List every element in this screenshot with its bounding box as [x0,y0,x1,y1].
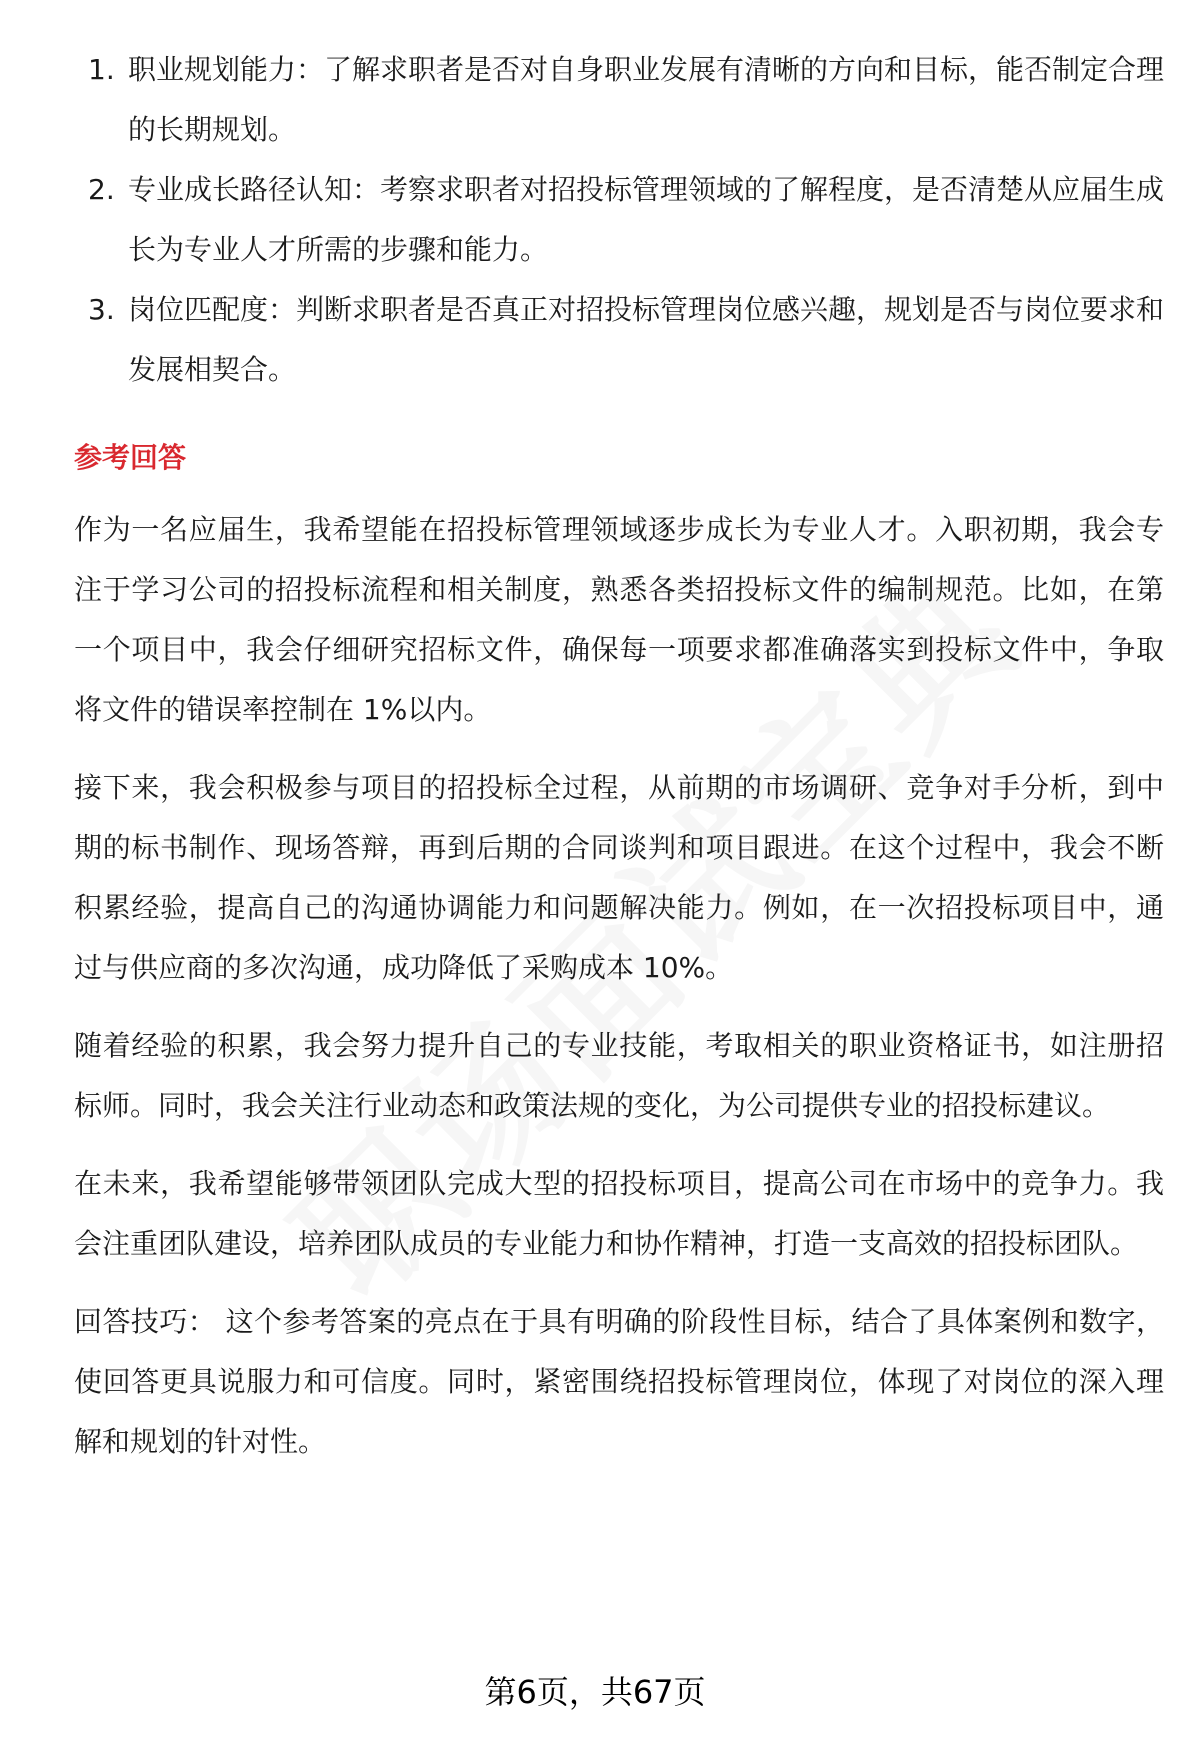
list-number: 3. [88,293,115,326]
list-item [74,160,1164,280]
criteria-list [74,40,1164,400]
list-item [74,40,1164,160]
answer-tips-paragraph: 回答技巧： 这个参考答案的亮点在于具有明确的阶段性目标，结合了具体案例和数字，使回答更具说服力和可信度。同时，紧密围绕招投标管理岗位，体现了对岗位的深入理解和规划的针对性。 [74,1305,1164,1458]
document-body [74,40,1164,1472]
list-number: 1. [88,53,115,86]
list-item [74,280,1164,400]
list-text: 专业成长路径认知：考察求职者对招投标管理领域的了解程度，是否清楚从应届生成长为专业人才所需的步骤和能力。 [128,173,1165,266]
reference-answer-heading: 参考回答 [74,441,187,474]
answer-paragraph: 随着经验的积累，我会努力提升自己的专业技能，考取相关的职业资格证书，如注册招标师。同时，我会关注行业动态和政策法规的变化，为公司提供专业的招投标建议。 [74,1029,1164,1122]
answer-paragraph: 作为一名应届生，我希望能在招投标管理领域逐步成长为专业人才。入职初期，我会专注于学习公司的招投标流程和相关制度，熟悉各类招投标文件的编制规范。比如，在第一个项目中，我会仔细研究招标文件，确保每一项要求都准确落实到投标文件中，争取将文件的错误率控制在 1%以内。 [74,513,1164,726]
list-number: 2. [88,173,115,206]
page-number: 第6页，共67页 [484,1673,706,1711]
answer-paragraph: 在未来，我希望能够带领团队完成大型的招投标项目，提高公司在市场中的竞争力。我会注重团队建设，培养团队成员的专业能力和协作精神，打造一支高效的招投标团队。 [74,1167,1164,1260]
list-text: 岗位匹配度：判断求职者是否真正对招投标管理岗位感兴趣，规划是否与岗位要求和发展相契合。 [128,293,1165,386]
answer-paragraph: 接下来，我会积极参与项目的招投标全过程，从前期的市场调研、竞争对手分析，到中期的标书制作、现场答辩，再到后期的合同谈判和项目跟进。在这个过程中，我会不断积累经验，提高自己的沟通协调能力和问题解决能力。例如，在一次招投标项目中，通过与供应商的多次沟通，成功降低了采购成本 10%。 [74,771,1164,984]
list-text: 职业规划能力：了解求职者是否对自身职业发展有清晰的方向和目标，能否制定合理的长期规划。 [128,53,1165,146]
